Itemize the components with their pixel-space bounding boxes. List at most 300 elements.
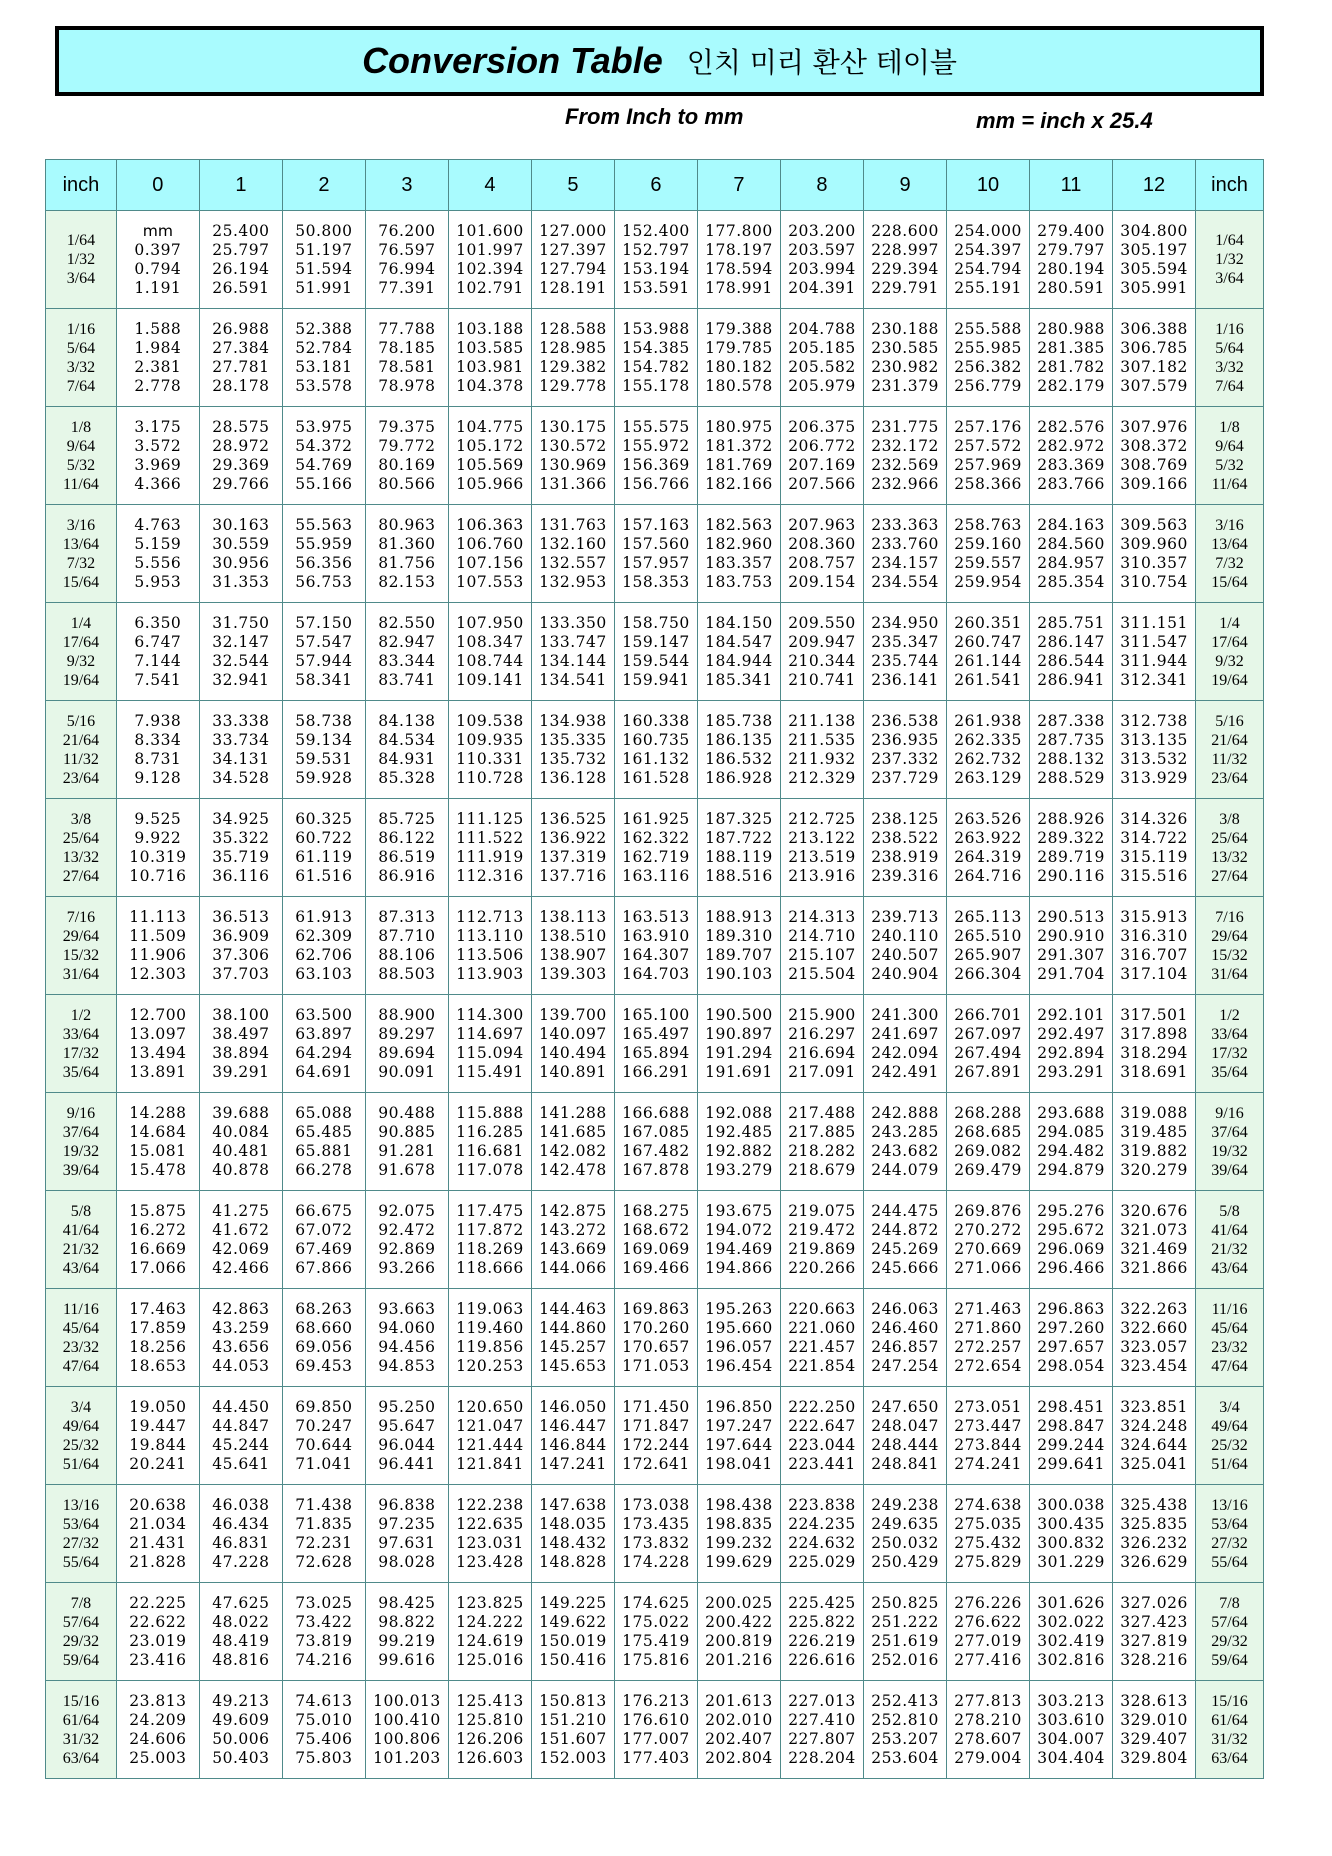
mm-value: 205.582 [788,357,856,376]
mm-value: 213.122 [788,828,856,847]
mm-value: 46.038 [212,1495,270,1514]
mm-value: 181.769 [705,455,773,474]
value-cell [116,1681,199,1779]
value-cell [780,1387,863,1485]
mm-value: 326.629 [1120,1552,1188,1571]
mm-value: 114.697 [456,1024,524,1043]
mm-value: 289.719 [1037,847,1105,866]
mm-value: 34.131 [212,749,270,768]
value-cell [1113,1583,1196,1681]
fraction-label: 61/64 [62,1711,100,1729]
value-cell [697,1583,780,1681]
mm-value: 3.572 [134,436,182,455]
mm-value: 143.669 [539,1239,607,1258]
mm-value: 196.057 [705,1337,773,1356]
mm-value: 253.604 [871,1748,939,1767]
mm-value: 39.688 [212,1103,270,1122]
mm-value: 233.363 [871,515,939,534]
mm-value: 283.369 [1037,455,1105,474]
mm-value: 32.147 [212,632,270,651]
mm-value: 194.866 [705,1258,773,1277]
mm-value: 95.250 [378,1397,436,1416]
fraction-cell-left [46,603,117,701]
value-cell [780,1289,863,1387]
table-row [46,603,1264,701]
mm-value: 104.775 [456,417,524,436]
mm-value: 259.557 [954,553,1022,572]
value-cell [614,1387,697,1485]
mm-value: 55.959 [295,534,353,553]
value-cell [864,407,947,505]
mm-value: 239.316 [871,866,939,885]
value-cell [1113,1681,1196,1779]
fraction-label: 13/16 [1211,1496,1248,1514]
mm-value: 81.360 [378,534,436,553]
value-cell [780,1681,863,1779]
value-cell [614,505,697,603]
mm-value: 125.016 [456,1650,524,1669]
mm-value: 244.079 [871,1160,939,1179]
mm-value: 275.829 [954,1552,1022,1571]
mm-value: 218.282 [788,1141,856,1160]
header-col-9: 9 [864,160,947,211]
mm-value: 265.113 [954,907,1022,926]
mm-value: 176.213 [622,1691,690,1710]
mm-value: 50.403 [212,1748,270,1767]
mm-value: 186.928 [705,768,773,787]
value-cell [199,603,282,701]
table-row [46,799,1264,897]
mm-value: 304.800 [1120,221,1188,240]
mm-value: 154.385 [622,338,690,357]
mm-value: 265.907 [954,945,1022,964]
mm-value: 144.066 [539,1258,607,1277]
mm-value: 72.628 [295,1552,353,1571]
fraction-cell-left [46,1093,117,1191]
value-cell [199,1289,282,1387]
mm-value: 302.816 [1037,1650,1105,1669]
fraction-label: 49/64 [62,1417,100,1435]
mm-value: 230.188 [871,319,939,338]
value-cell [116,897,199,995]
mm-value: 288.529 [1037,768,1105,787]
mm-value: 71.438 [295,1495,353,1514]
value-cell [947,309,1030,407]
mm-value: 23.416 [129,1650,187,1669]
mm-value: 209.947 [788,632,856,651]
mm-value: 262.732 [954,749,1022,768]
mm-value: 236.141 [871,670,939,689]
value-cell [947,799,1030,897]
fraction-cell-left [46,1681,117,1779]
value-cell [365,309,448,407]
mm-value: 234.950 [871,613,939,632]
mm-value: 53.975 [295,417,353,436]
mm-value: 6.747 [134,632,182,651]
fraction-label: 1/16 [66,320,96,338]
fraction-label: 15/16 [62,1692,100,1710]
conversion-table [45,159,1264,1779]
value-cell [947,1583,1030,1681]
mm-value: 200.819 [705,1631,773,1650]
header-inch-right: inch [1196,160,1264,211]
mm-value: 280.988 [1037,319,1105,338]
mm-value: 53.578 [295,376,353,395]
mm-value: 181.372 [705,436,773,455]
mm-value: 320.676 [1120,1201,1188,1220]
mm-value: 216.694 [788,1043,856,1062]
fraction-label: 25/32 [1211,1436,1248,1454]
mm-value: 139.303 [539,964,607,983]
mm-value: 160.338 [622,711,690,730]
mm-value: 83.344 [378,651,436,670]
subtitle-direction: From Inch to mm [565,104,744,129]
mm-value: 227.410 [788,1710,856,1729]
mm-value: 4.763 [134,515,182,534]
mm-value: 87.710 [378,926,436,945]
fraction-label: 9/64 [1215,437,1244,455]
mm-value: 311.944 [1120,651,1188,670]
fraction-cell-right [1196,995,1264,1093]
fraction-label: 9/32 [1215,652,1244,670]
mm-value: 329.407 [1120,1729,1188,1748]
mm-value: 217.488 [788,1103,856,1122]
fraction-label: 13/32 [1211,848,1248,866]
mm-value: 260.747 [954,632,1022,651]
value-cell [697,505,780,603]
mm-value: 79.375 [378,417,436,436]
value-cell [1113,897,1196,995]
mm-value: 63.103 [295,964,353,983]
mm-value: 251.222 [871,1612,939,1631]
mm-value: 171.450 [622,1397,690,1416]
mm-value: 310.754 [1120,572,1188,591]
value-cell [697,309,780,407]
fraction-label: 1/2 [1219,1006,1240,1024]
mm-value: 65.485 [295,1122,353,1141]
mm-value: 144.860 [539,1318,607,1337]
mm-value: 155.972 [622,436,690,455]
mm-value: 197.644 [705,1435,773,1454]
fraction-label: 3/64 [66,270,96,287]
mm-value: 156.766 [622,474,690,493]
mm-value: 237.729 [871,768,939,787]
mm-value: 304.404 [1037,1748,1105,1767]
fraction-label: 27/32 [1211,1534,1248,1552]
header-col-8: 8 [780,160,863,211]
fraction-cell-left [46,309,117,407]
mm-value: 48.419 [212,1631,270,1650]
mm-value: 88.503 [378,964,436,983]
value-cell [947,995,1030,1093]
value-cell [697,211,780,309]
mm-value: 102.394 [456,259,524,278]
value-cell [199,1681,282,1779]
fraction-label: 41/64 [1211,1221,1248,1239]
mm-value: 88.900 [378,1005,436,1024]
mm-value: 297.657 [1037,1337,1105,1356]
mm-value: 141.685 [539,1122,607,1141]
value-cell [531,1191,614,1289]
mm-value: 242.491 [871,1062,939,1081]
table-row [46,407,1264,505]
mm-value: 82.550 [378,613,436,632]
fraction-label: 17/32 [62,1044,100,1062]
mm-value: 258.763 [954,515,1022,534]
table-row [46,1681,1264,1779]
mm-value: 75.406 [295,1729,353,1748]
mm-value: 240.904 [871,964,939,983]
mm-value: 187.325 [705,809,773,828]
value-cell [282,1191,365,1289]
mm-value: 161.132 [622,749,690,768]
header-col-3: 3 [365,160,448,211]
mm-value: 3.969 [134,455,182,474]
mm-value: 52.784 [295,338,353,357]
mm-value: 48.022 [212,1612,270,1631]
mm-value: 140.494 [539,1043,607,1062]
mm-value: 42.466 [212,1258,270,1277]
fraction-label: 47/64 [1211,1357,1248,1375]
value-cell [531,505,614,603]
mm-value: 248.444 [871,1435,939,1454]
mm-value: 299.641 [1037,1454,1105,1473]
mm-value: 24.209 [129,1710,187,1729]
value-cell [116,799,199,897]
mm-value: 209.550 [788,613,856,632]
fraction-cell-left [46,995,117,1093]
mm-value: 169.466 [622,1258,690,1277]
mm-value: 158.750 [622,613,690,632]
mm-value: 86.916 [378,866,436,885]
mm-value: 277.416 [954,1650,1022,1669]
mm-value: 153.591 [622,278,690,297]
mm-value: 32.941 [212,670,270,689]
mm-value: 301.229 [1037,1552,1105,1571]
mm-value: 192.485 [705,1122,773,1141]
mm-value: 225.425 [788,1593,856,1612]
mm-value: 298.847 [1037,1416,1105,1435]
value-cell [780,505,863,603]
mm-value: 252.810 [871,1710,939,1729]
value-cell [614,1485,697,1583]
mm-value: 293.688 [1037,1103,1105,1122]
mm-value: 118.269 [456,1239,524,1258]
mm-value: 230.982 [871,357,939,376]
value-cell [282,1093,365,1191]
value-cell [864,1485,947,1583]
mm-value: 252.016 [871,1650,939,1669]
mm-value: 127.000 [539,221,607,240]
mm-value: 296.466 [1037,1258,1105,1277]
value-cell [282,309,365,407]
mm-value: 134.938 [539,711,607,730]
fraction-label: 17/32 [1211,1044,1248,1062]
mm-value: 226.219 [788,1631,856,1650]
mm-value: 285.751 [1037,613,1105,632]
mm-value: 279.400 [1037,221,1105,240]
mm-value: 106.760 [456,534,524,553]
fraction-label: 5/64 [1215,339,1244,357]
mm-value: 61.913 [295,907,353,926]
mm-value: 267.494 [954,1043,1022,1062]
mm-value: 43.259 [212,1318,270,1337]
mm-value: 256.382 [954,357,1022,376]
mm-value: 12.700 [129,1005,187,1024]
mm-value: 298.054 [1037,1356,1105,1375]
value-cell [697,1093,780,1191]
mm-value: 179.785 [705,338,773,357]
fraction-label: 5/16 [66,712,96,730]
value-cell [780,995,863,1093]
mm-value: 112.316 [456,866,524,885]
value-cell [448,1681,531,1779]
value-cell [531,603,614,701]
mm-value: 224.235 [788,1514,856,1533]
mm-value: 74.216 [295,1650,353,1669]
mm-value: 195.263 [705,1299,773,1318]
mm-value: 19.844 [129,1435,187,1454]
value-cell [116,1387,199,1485]
value-cell [614,1681,697,1779]
mm-value: 200.422 [705,1612,773,1631]
mm-value: 64.691 [295,1062,353,1081]
mm-value: 212.725 [788,809,856,828]
header-col-5: 5 [531,160,614,211]
mm-value: 4.366 [134,474,182,493]
value-cell [697,701,780,799]
subtitle-formula: mm = inch x 25.4 [976,108,1153,133]
fraction-label: 23/64 [1211,769,1248,787]
mm-value: 302.419 [1037,1631,1105,1650]
value-cell [780,603,863,701]
mm-value: 96.838 [378,1495,436,1514]
fraction-label: 11/64 [63,475,99,493]
value-cell [531,897,614,995]
mm-value: 219.075 [788,1201,856,1220]
value-cell [864,603,947,701]
value-cell [282,1387,365,1485]
mm-value: 119.460 [456,1318,524,1337]
mm-value: 294.879 [1037,1160,1105,1179]
value-cell [365,1387,448,1485]
mm-value: 43.656 [212,1337,270,1356]
mm-value: 119.063 [456,1299,524,1318]
value-cell [199,407,282,505]
fraction-label: 51/64 [62,1455,100,1473]
mm-value: 80.169 [378,455,436,474]
value-cell [1113,1387,1196,1485]
mm-value: 171.053 [622,1356,690,1375]
value-cell [116,1485,199,1583]
fraction-label: 37/64 [62,1123,100,1141]
value-cell [1113,1485,1196,1583]
value-cell [282,603,365,701]
mm-value: 284.163 [1037,515,1105,534]
mm-value: 110.331 [456,749,524,768]
mm-value: 132.953 [539,572,607,591]
mm-value: 284.957 [1037,553,1105,572]
mm-value: 213.916 [788,866,856,885]
mm-value: 97.235 [378,1514,436,1533]
mm-value: 231.775 [871,417,939,436]
mm-value: 117.475 [456,1201,524,1220]
mm-value: 109.538 [456,711,524,730]
mm-value: 61.516 [295,866,353,885]
mm-value: 229.394 [871,259,939,278]
mm-value: 290.910 [1037,926,1105,945]
value-cell [697,603,780,701]
fraction-label: 1/32 [66,251,96,268]
mm-value: 323.454 [1120,1356,1188,1375]
fraction-label: 5/16 [1215,712,1244,730]
mm-value: 323.851 [1120,1397,1188,1416]
mm-value: 45.244 [212,1435,270,1454]
mm-value: 188.119 [705,847,773,866]
mm-value: 185.738 [705,711,773,730]
fraction-label: 1/32 [1215,251,1244,268]
mm-value: 80.963 [378,515,436,534]
mm-value: 21.034 [129,1514,187,1533]
mm-value: 221.060 [788,1318,856,1337]
value-cell [1113,1191,1196,1289]
mm-value: 177.007 [622,1729,690,1748]
fraction-label: 45/64 [1211,1319,1248,1337]
table-row [46,1191,1264,1289]
mm-value: 245.269 [871,1239,939,1258]
mm-value: 300.832 [1037,1533,1105,1552]
mm-value: 182.166 [705,474,773,493]
mm-value: 45.641 [212,1454,270,1473]
mm-value: 128.985 [539,338,607,357]
mm-value: 62.309 [295,926,353,945]
mm-value: 222.647 [788,1416,856,1435]
fraction-label: 53/64 [1211,1515,1248,1533]
fraction-label: 55/64 [1211,1553,1248,1571]
mm-value: 118.666 [456,1258,524,1277]
mm-value: 161.925 [622,809,690,828]
mm-value: 192.088 [705,1103,773,1122]
mm-value: 121.444 [456,1435,524,1454]
mm-value: 106.363 [456,515,524,534]
value-cell [531,211,614,309]
mm-value: 245.666 [871,1258,939,1277]
mm-value: 190.500 [705,1005,773,1024]
mm-value: 57.150 [295,613,353,632]
value-cell [448,701,531,799]
mm-value: 195.660 [705,1318,773,1337]
mm-value: 130.572 [539,436,607,455]
mm-value: 313.135 [1120,730,1188,749]
mm-value: 216.297 [788,1024,856,1043]
mm-value: 23.019 [129,1631,187,1650]
mm-value: 325.041 [1120,1454,1188,1473]
mm-value: 66.278 [295,1160,353,1179]
mm-value: 100.013 [373,1691,441,1710]
value-cell [365,799,448,897]
mm-value: 213.519 [788,847,856,866]
mm-value: 90.488 [378,1103,436,1122]
mm-value: 1.984 [134,338,182,357]
mm-value: 12.303 [129,964,187,983]
value-cell [448,407,531,505]
mm-value: 156.369 [622,455,690,474]
mm-value: 318.294 [1120,1043,1188,1062]
mm-value: 282.972 [1037,436,1105,455]
fraction-label: 37/64 [1211,1123,1248,1141]
mm-value: 268.288 [954,1103,1022,1122]
mm-value: 291.704 [1037,964,1105,983]
